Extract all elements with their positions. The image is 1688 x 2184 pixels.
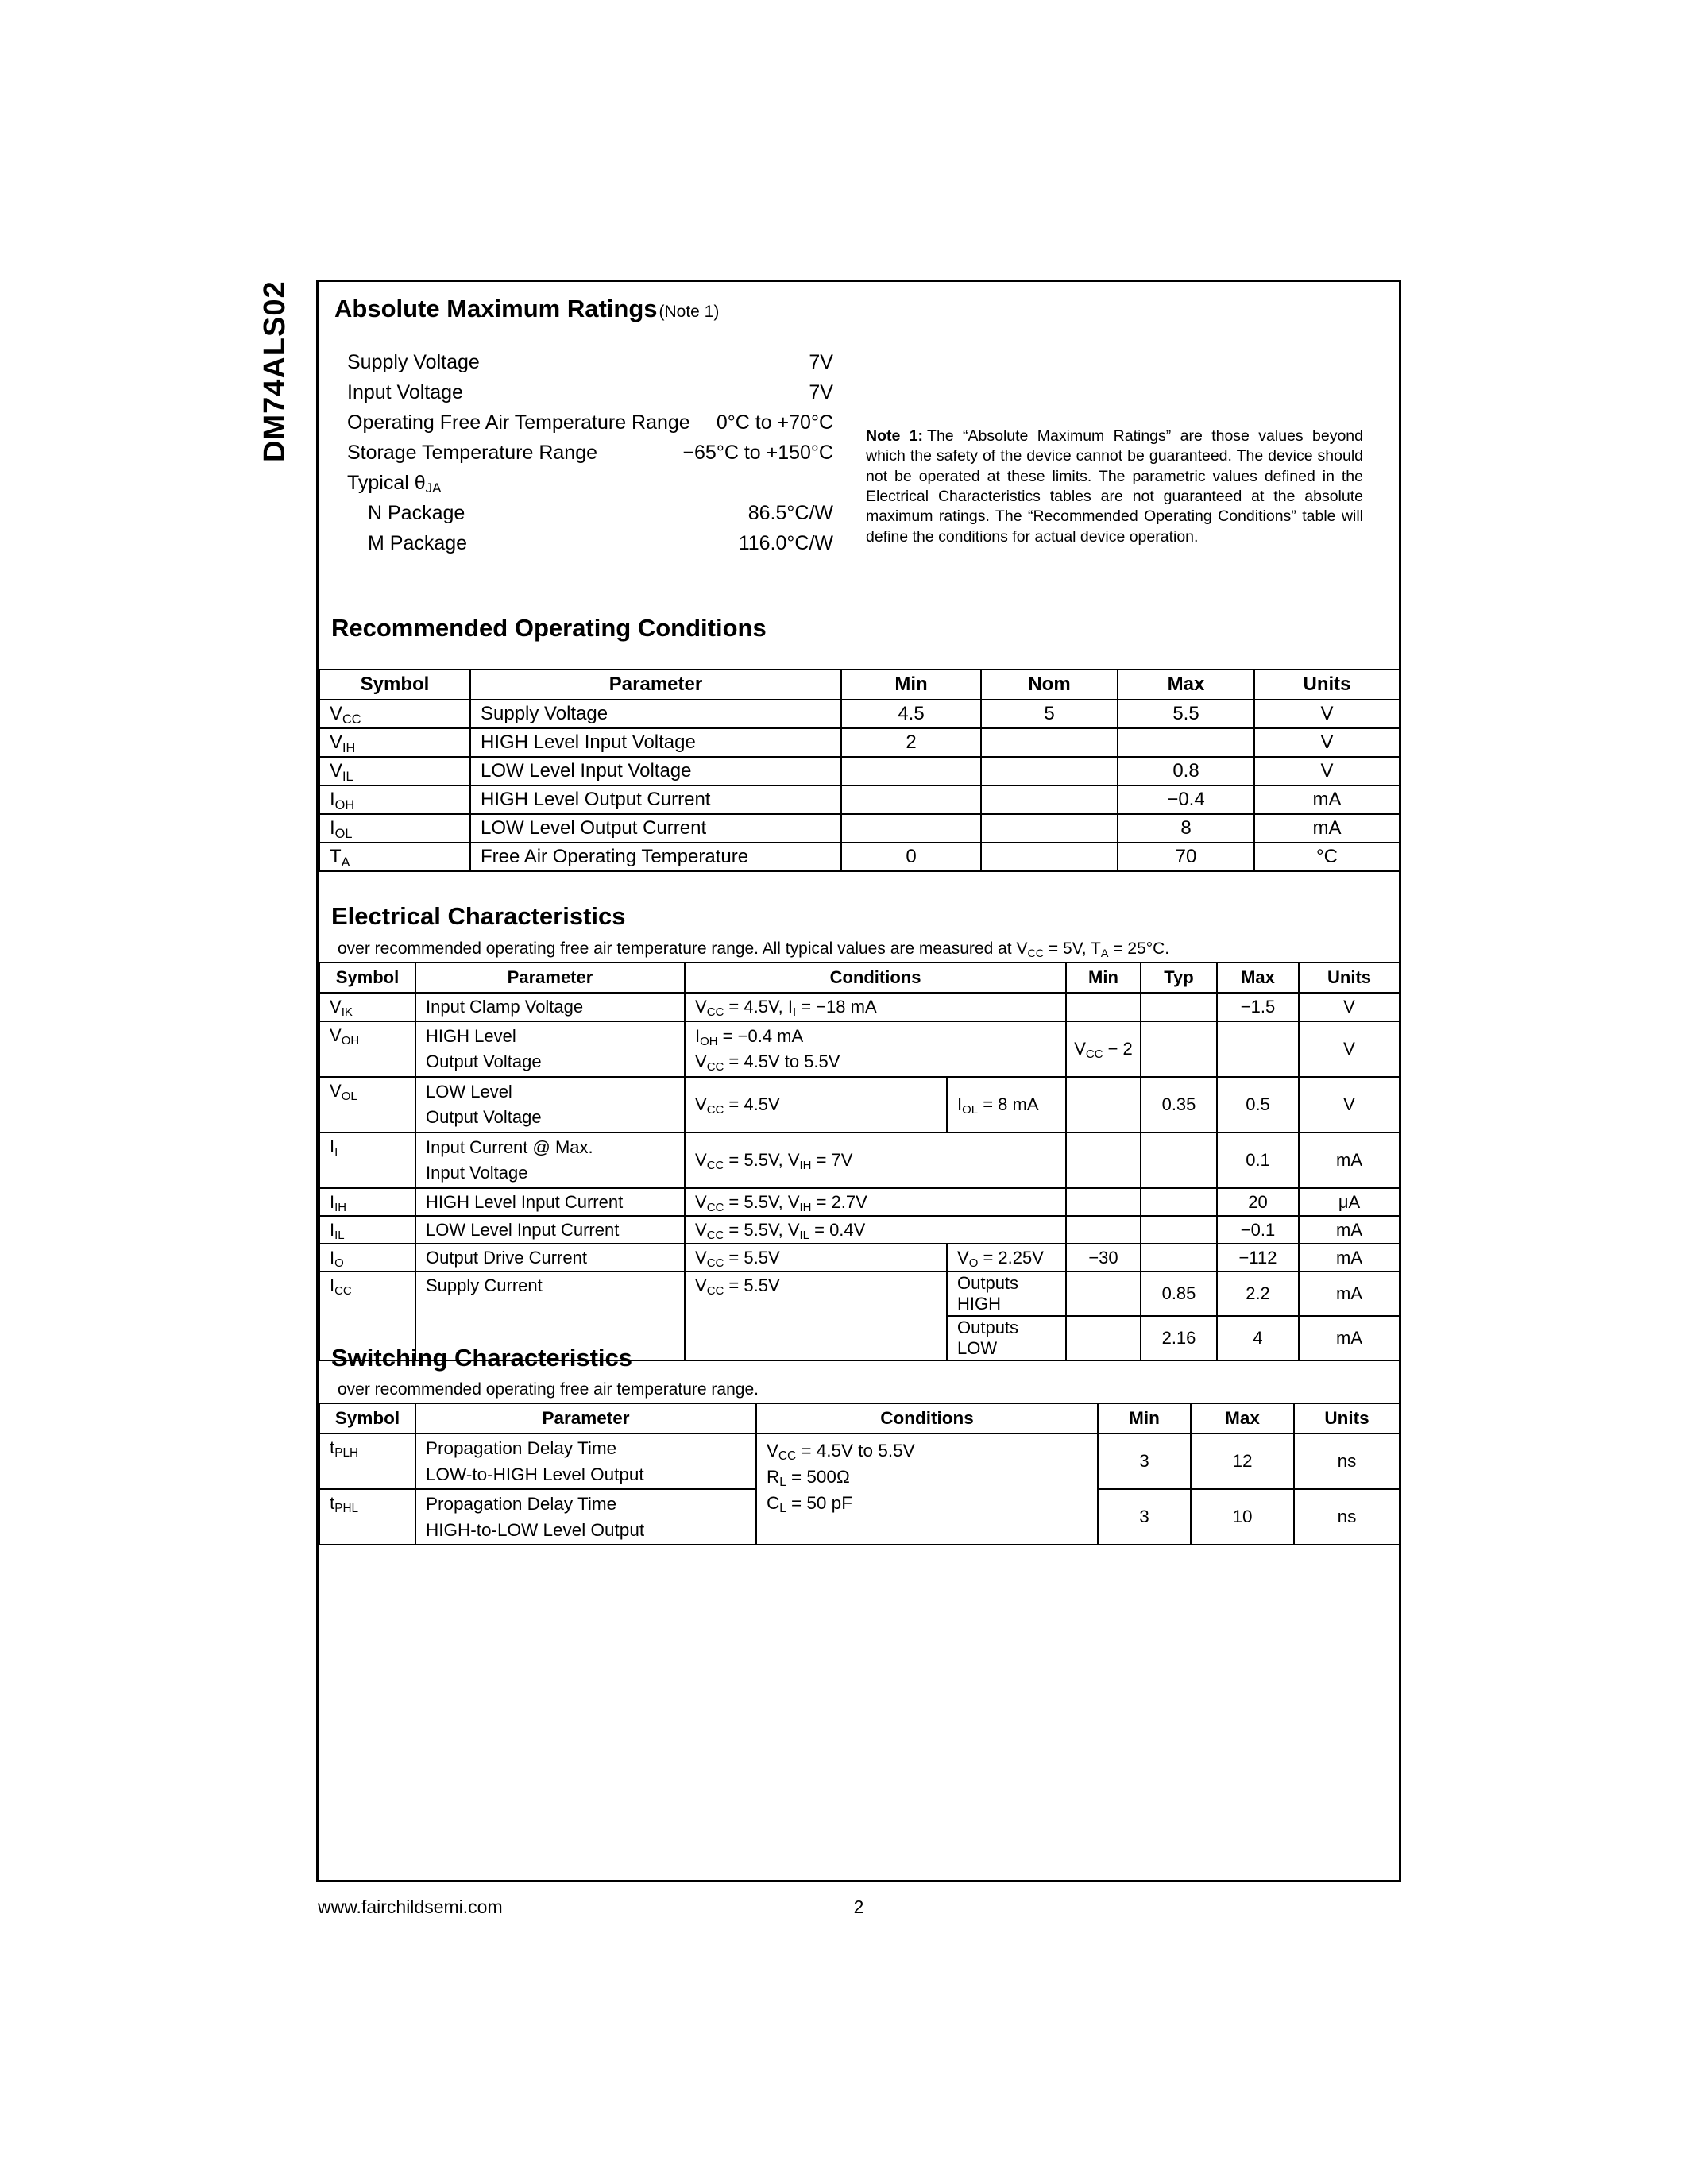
header-nom: Nom [981,669,1118,700]
spec-value: −65°C to +150°C [682,441,833,464]
units-cell: V [1254,700,1400,728]
min-cell: 0 [841,843,981,871]
min-cell: 4.5 [841,700,981,728]
parameter-line: LOW-to-HIGH Level Output [426,1464,644,1484]
nom-cell [981,757,1118,785]
conditions-cell-2: Outputs HIGH [947,1271,1066,1316]
max-cell: 12 [1191,1433,1294,1489]
symbol-cell: $V_{OH}$ [319,1021,415,1077]
parameter-cell: LOW Level Input Voltage [470,757,841,785]
min-cell: $V_{CC} - 2$ [1066,1021,1141,1077]
symbol-cell: $V_{IK}$ [319,993,415,1021]
symbol-cell: $t_{PHL}$ [319,1489,415,1545]
table-header-row [319,1403,1400,1433]
spec-value: 7V [809,380,833,403]
parameter-cell: Output Drive Current [415,1244,685,1271]
section-title-text: Absolute Maximum Ratings [334,295,658,322]
max-cell: 0.5 [1217,1077,1299,1133]
parameter-line: HIGH-to-LOW Level Output [426,1520,645,1540]
units-cell: ns [1294,1489,1400,1545]
parameter-line: Input Voltage [426,1163,528,1183]
spec-value: 86.5°C/W [747,501,833,524]
nom-cell [981,814,1118,843]
conditions-cell: $V_{CC} = 4.5V$, $I_I = -18$ mA [685,993,1066,1021]
symbol-cell: $I_{OL}$ [319,814,470,843]
max-cell [1217,1021,1299,1077]
header-parameter: Parameter [415,963,685,993]
symbol-cell: $I_{CC}$ [319,1271,415,1360]
typ-cell [1141,1244,1217,1271]
spec-label: Input Voltage [347,380,463,403]
table-row [319,785,1400,814]
typ-cell [1141,1188,1217,1216]
table-row [319,728,1400,757]
max-cell: −0.1 [1217,1216,1299,1244]
conditions-cell: $V_{CC} = 4.5V$ [685,1077,947,1133]
content-frame [316,280,1401,1882]
parameter-cell [415,1077,685,1133]
electrical-characteristics-title: Electrical Characteristics [331,902,626,930]
units-cell: mA [1254,814,1400,843]
spec-row [347,438,833,468]
condition-line: $V_{CC} = 4.5V$ to 5.5V [767,1441,915,1464]
units-cell: V [1254,728,1400,757]
table-row [319,1133,1400,1188]
parameter-line: Propagation Delay Time [426,1494,617,1514]
condition-line: $C_L = 50$ pF [767,1493,852,1516]
spec-value: 7V [809,350,833,373]
table-row [319,1433,1400,1489]
parameter-cell: HIGH Level Output Current [470,785,841,814]
spec-value: 0°C to +70°C [716,411,833,434]
condition-line: $I_{OH} = -0.4$ mA [695,1026,804,1049]
table-row [319,814,1400,843]
table-row [319,1188,1400,1216]
electrical-characteristics-subtitle: over recommended operating free air temperature range. All typical values are measured at $V_{CC} = 5V$, $T_A = 25^\circ C$. [338,940,1170,960]
units-cell: V [1299,1021,1400,1077]
header-units: Units [1254,669,1400,700]
max-cell: −112 [1217,1244,1299,1271]
typ-cell: 2.16 [1141,1316,1217,1360]
min-cell [1066,1316,1141,1360]
units-cell: mA [1299,1271,1400,1316]
header-max: Max [1118,669,1254,700]
note-1-label: Note 1: [866,427,924,445]
max-cell: 0.1 [1217,1133,1299,1188]
symbol-cell: $V_{IL}$ [319,757,470,785]
footer-page-number: 2 [853,1897,864,1917]
conditions-cell: $V_{CC} = 5.5V$ [685,1244,947,1271]
table-row [319,1216,1400,1244]
nom-cell [981,728,1118,757]
header-min: Min [841,669,981,700]
conditions-cell [756,1433,1098,1545]
units-cell: ns [1294,1433,1400,1489]
table-header-row [319,963,1400,993]
table-header-row [319,669,1400,700]
max-cell: −0.4 [1118,785,1254,814]
note-1 [866,426,1363,547]
nom-cell [981,843,1118,871]
absolute-maximum-ratings-list [347,347,833,558]
units-cell: V [1299,993,1400,1021]
parameter-line: Output Voltage [426,1051,542,1071]
conditions-cell-2: $I_{OL} = 8$ mA [947,1077,1066,1133]
parameter-cell [415,1489,756,1545]
min-cell [1066,1133,1141,1188]
min-cell [841,814,981,843]
spec-row [347,468,833,498]
parameter-line: Input Current @ Max. [426,1137,593,1157]
min-cell [1066,1271,1141,1316]
header-conditions: Conditions [685,963,1066,993]
electrical-characteristics-table [319,962,1400,1361]
min-cell [841,785,981,814]
nom-cell: 5 [981,700,1118,728]
min-cell [841,757,981,785]
typ-cell [1141,993,1217,1021]
min-cell: 3 [1098,1489,1191,1545]
conditions-cell: $V_{CC} = 5.5V$, $V_{IL} = 0.4V$ [685,1216,1066,1244]
typ-cell [1141,1133,1217,1188]
parameter-line: Propagation Delay Time [426,1438,617,1458]
max-cell: 70 [1118,843,1254,871]
footer-url: www.fairchildsemi.com [318,1897,503,1917]
table-row [319,757,1400,785]
spec-value: 116.0°C/W [738,531,833,554]
units-cell: mA [1299,1316,1400,1360]
table-row [319,700,1400,728]
min-cell: 3 [1098,1433,1191,1489]
symbol-cell: $I_{OH}$ [319,785,470,814]
spec-label: N Package [368,501,465,524]
units-cell: V [1254,757,1400,785]
header-typ: Typ [1141,963,1217,993]
spec-row [347,528,833,558]
header-min: Min [1066,963,1141,993]
parameter-cell [415,1021,685,1077]
spec-label: Supply Voltage [347,350,480,373]
absolute-maximum-ratings-title [334,295,719,323]
switching-characteristics-table [319,1403,1400,1545]
parameter-line: LOW Level [426,1082,512,1102]
parameter-cell: LOW Level Output Current [470,814,841,843]
parameter-cell [415,1133,685,1188]
max-cell: 2.2 [1217,1271,1299,1316]
header-symbol: Symbol [319,1403,415,1433]
symbol-cell: $I_{IL}$ [319,1216,415,1244]
header-units: Units [1294,1403,1400,1433]
units-cell: mA [1299,1244,1400,1271]
units-cell: V [1299,1077,1400,1133]
table-row [319,1021,1400,1077]
parameter-cell: Supply Voltage [470,700,841,728]
spec-label: M Package [368,531,468,554]
min-cell: −30 [1066,1244,1141,1271]
conditions-cell: $V_{CC} = 5.5V$ [685,1271,947,1360]
header-parameter: Parameter [470,669,841,700]
header-max: Max [1191,1403,1294,1433]
switching-characteristics-subtitle: over recommended operating free air temperature range. [338,1380,759,1399]
parameter-cell: HIGH Level Input Voltage [470,728,841,757]
spec-row [347,347,833,377]
min-cell [1066,1077,1141,1133]
conditions-cell-2: Outputs LOW [947,1316,1066,1360]
symbol-cell: $V_{OL}$ [319,1077,415,1133]
table-row [319,1271,1400,1316]
nom-cell [981,785,1118,814]
min-cell [1066,1188,1141,1216]
parameter-cell: HIGH Level Input Current [415,1188,685,1216]
header-parameter: Parameter [415,1403,756,1433]
spec-label: Storage Temperature Range [347,441,598,464]
condition-line: $V_{CC} = 4.5V$ to 5.5V [695,1051,840,1075]
parameter-line: HIGH Level [426,1026,516,1046]
typ-cell [1141,1216,1217,1244]
spec-row [347,498,833,528]
units-cell: mA [1299,1216,1400,1244]
note-1-text: The “Absolute Maximum Ratings” are those values beyond which the safety of the device cannot be guaranteed. The device should not be operated at these limits. The parametric values defined in the Electrical Characteristics tables are not guaranteed at the absolute maximum ratings. The “Recommended Operating Conditions” table will define the conditions for actual device operation. [866,427,1363,546]
max-cell: 20 [1217,1188,1299,1216]
parameter-cell: Free Air Operating Temperature [470,843,841,871]
header-units: Units [1299,963,1400,993]
conditions-cell [685,1021,1066,1077]
switching-characteristics-title: Switching Characteristics [331,1344,633,1372]
symbol-cell: $T_A$ [319,843,470,871]
typ-cell: 0.85 [1141,1271,1217,1316]
parameter-line: Output Voltage [426,1107,542,1127]
max-cell: 10 [1191,1489,1294,1545]
spec-row [347,407,833,438]
spec-label: Operating Free Air Temperature Range [347,411,690,434]
max-cell: 0.8 [1118,757,1254,785]
recommended-operating-conditions-table [319,669,1400,872]
header-max: Max [1217,963,1299,993]
symbol-cell: $t_{PLH}$ [319,1433,415,1489]
units-cell: mA [1299,1133,1400,1188]
typ-cell [1141,1021,1217,1077]
symbol-cell: $I_I$ [319,1133,415,1188]
max-cell: −1.5 [1217,993,1299,1021]
header-symbol: Symbol [319,963,415,993]
header-symbol: Symbol [319,669,470,700]
condition-line: $R_L = 500\Omega$ [767,1467,850,1490]
parameter-cell [415,1433,756,1489]
table-row [319,993,1400,1021]
max-cell: 5.5 [1118,700,1254,728]
conditions-cell: $V_{CC} = 5.5V$, $V_{IH} = 2.7V$ [685,1188,1066,1216]
min-cell: 2 [841,728,981,757]
recommended-operating-conditions-title: Recommended Operating Conditions [331,614,767,642]
spec-label: Typical $\theta_{JA}$ [347,471,442,496]
table-row [319,1077,1400,1133]
symbol-cell: $I_O$ [319,1244,415,1271]
conditions-cell-2: $V_O = 2.25V$ [947,1244,1066,1271]
min-cell [1066,993,1141,1021]
header-min: Min [1098,1403,1191,1433]
note-reference: (Note 1) [659,303,720,321]
units-cell: μA [1299,1188,1400,1216]
max-cell: 8 [1118,814,1254,843]
symbol-cell: $V_{CC}$ [319,700,470,728]
parameter-cell: Supply Current [415,1271,685,1360]
part-number-vertical-label: DM74ALS02 [258,280,292,462]
table-row [319,1244,1400,1271]
conditions-cell: $V_{CC} = 5.5V$, $V_{IH} = 7V$ [685,1133,1066,1188]
units-cell: °C [1254,843,1400,871]
units-cell: mA [1254,785,1400,814]
symbol-cell: $I_{IH}$ [319,1188,415,1216]
max-cell: 4 [1217,1316,1299,1360]
parameter-cell: LOW Level Input Current [415,1216,685,1244]
typ-cell: 0.35 [1141,1077,1217,1133]
header-conditions: Conditions [756,1403,1098,1433]
spec-row [347,377,833,407]
min-cell [1066,1216,1141,1244]
max-cell [1118,728,1254,757]
symbol-cell: $V_{IH}$ [319,728,470,757]
parameter-cell: Input Clamp Voltage [415,993,685,1021]
table-row [319,843,1400,871]
